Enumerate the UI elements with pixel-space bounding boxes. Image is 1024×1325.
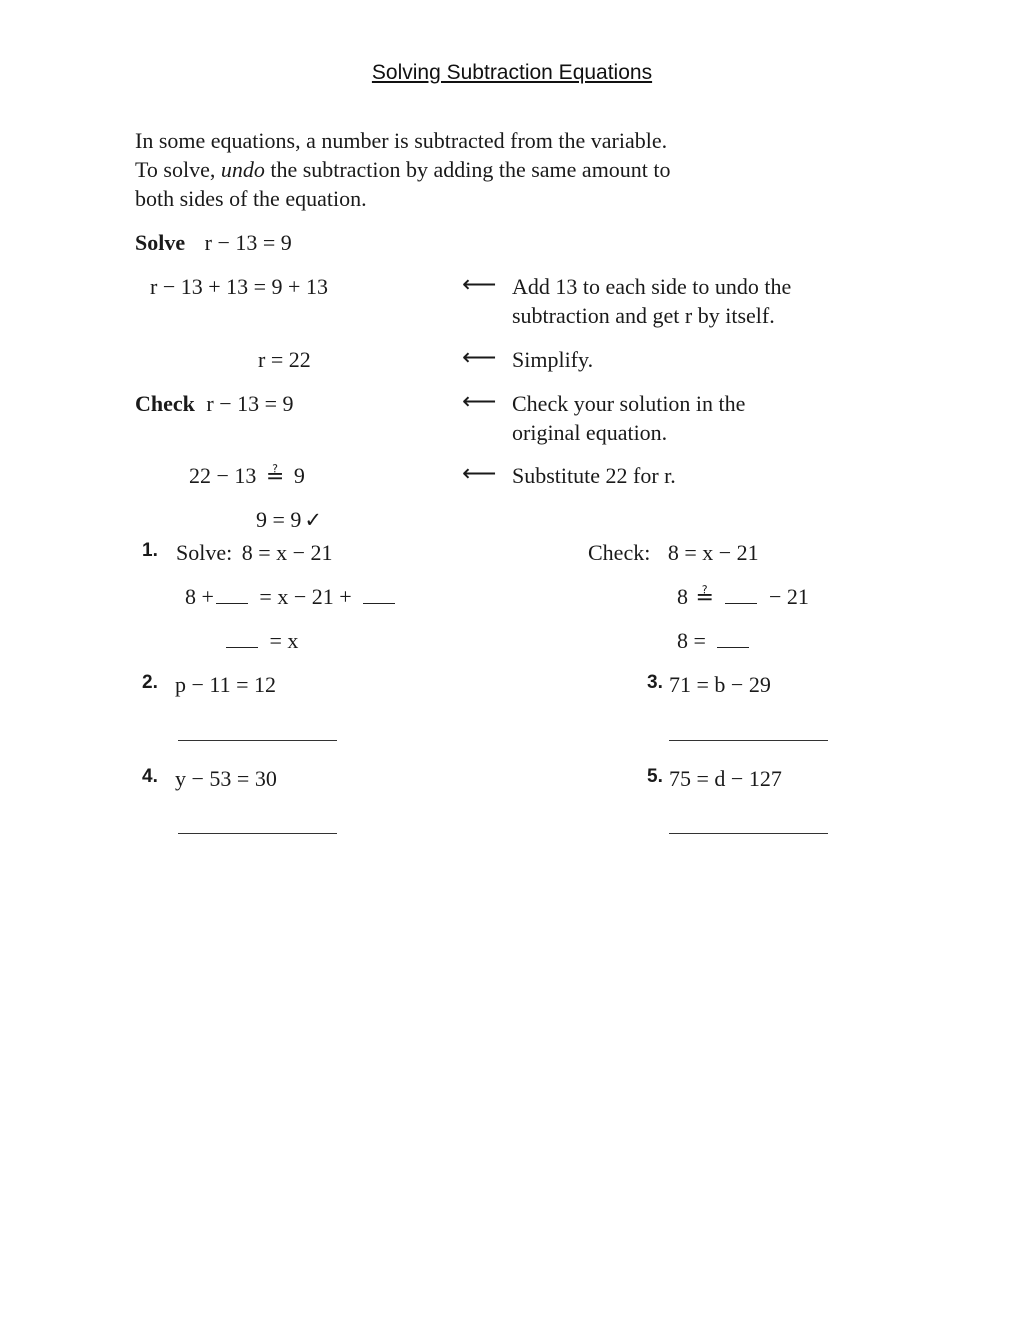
problem-1-solve — [176, 538, 333, 567]
intro-paragraph — [135, 126, 671, 213]
problem-3-equation: 71 = b − 29 — [669, 672, 771, 697]
arrow-icon: ⟵ — [462, 272, 497, 298]
arrow-icon: ⟵ — [462, 345, 497, 371]
answer-blank[interactable] — [363, 587, 395, 604]
answer-line[interactable] — [669, 740, 828, 741]
example-check-row — [135, 389, 294, 418]
problem-1-check-step-3-start: 8 = — [677, 628, 706, 653]
step2-note: Simplify. — [512, 347, 594, 372]
problem-1-equation: 8 = x − 21 — [241, 540, 333, 565]
intro-line-2 — [135, 155, 671, 184]
check-equation: r − 13 = 9 — [206, 391, 294, 416]
arrow-icon: ⟵ — [462, 461, 497, 487]
step1-equation: r − 13 + 13 = 9 + 13 — [150, 274, 328, 299]
problem-1-solve-label: Solve: — [176, 540, 233, 565]
problem-4-number: 4. — [142, 766, 158, 787]
checkmark-icon: ✓ — [304, 508, 323, 532]
check-label: Check — [135, 391, 195, 416]
substitute-left: 22 − 13 — [189, 463, 257, 488]
problem-2-number: 2. — [142, 672, 158, 693]
problem-1-number: 1. — [142, 540, 158, 561]
problem-2-equation: p − 11 = 12 — [175, 672, 276, 697]
problem-1-step-3-end: = x — [269, 628, 299, 653]
questioned-equals-icon: ≟ — [265, 463, 285, 488]
intro-line-2-start: To solve, — [135, 157, 221, 182]
final-check-equation — [256, 505, 322, 535]
intro-line-1: In some equations, a number is subtracted from the variable. — [135, 128, 668, 153]
page-title: Solving Subtraction Equations — [371, 61, 653, 84]
problem-1-step-2-start: 8 + — [185, 584, 214, 609]
problem-3-number: 3. — [647, 672, 663, 693]
answer-blank[interactable] — [226, 631, 258, 648]
problem-1-step-3 — [226, 626, 298, 655]
problem-1-check — [588, 538, 759, 567]
step1-note-line-2: subtraction and get r by itself. — [512, 303, 775, 328]
problem-1-step-2-middle: = x − 21 + — [259, 584, 352, 609]
problem-1-check-step-3 — [677, 626, 749, 655]
problem-5-number: 5. — [647, 766, 663, 787]
solve-equation: r − 13 = 9 — [204, 230, 292, 255]
answer-blank[interactable] — [216, 587, 248, 604]
problem-4-equation: y − 53 = 30 — [175, 766, 277, 791]
intro-line-2-end: the subtraction by adding the same amount to — [264, 157, 671, 182]
step2-equation: r = 22 — [258, 347, 311, 372]
intro-emphasis-undo: undo — [220, 157, 265, 182]
substitute-right: 9 — [293, 463, 305, 488]
intro-line-3: both sides of the equation. — [135, 186, 367, 211]
questioned-equals-icon: ≟ — [695, 584, 714, 609]
example-solve-row — [135, 228, 292, 257]
substitute-note: Substitute 22 for r. — [512, 463, 676, 488]
problem-1-check-step-2-start: 8 — [677, 584, 688, 609]
answer-line[interactable] — [669, 833, 828, 834]
problem-5-equation: 75 = d − 127 — [669, 766, 782, 791]
substitute-equation — [189, 461, 305, 490]
check-note-line-1: Check your solution in the — [512, 391, 746, 416]
problem-1-check-label: Check: — [588, 540, 651, 565]
answer-blank[interactable] — [717, 631, 749, 648]
final-equation: 9 = 9 — [256, 507, 302, 532]
problem-1-check-equation: 8 = x − 21 — [667, 540, 759, 565]
problem-1-step-2 — [185, 582, 395, 611]
solve-label: Solve — [135, 230, 186, 255]
answer-blank[interactable] — [725, 587, 757, 604]
check-note-line-2: original equation. — [512, 420, 668, 445]
step1-note-line-1: Add 13 to each side to undo the — [512, 274, 792, 299]
answer-line[interactable] — [178, 833, 337, 834]
answer-line[interactable] — [178, 740, 337, 741]
arrow-icon: ⟵ — [462, 389, 497, 415]
problem-1-check-step-2 — [677, 582, 809, 611]
problem-1-check-step-2-end: − 21 — [768, 584, 809, 609]
